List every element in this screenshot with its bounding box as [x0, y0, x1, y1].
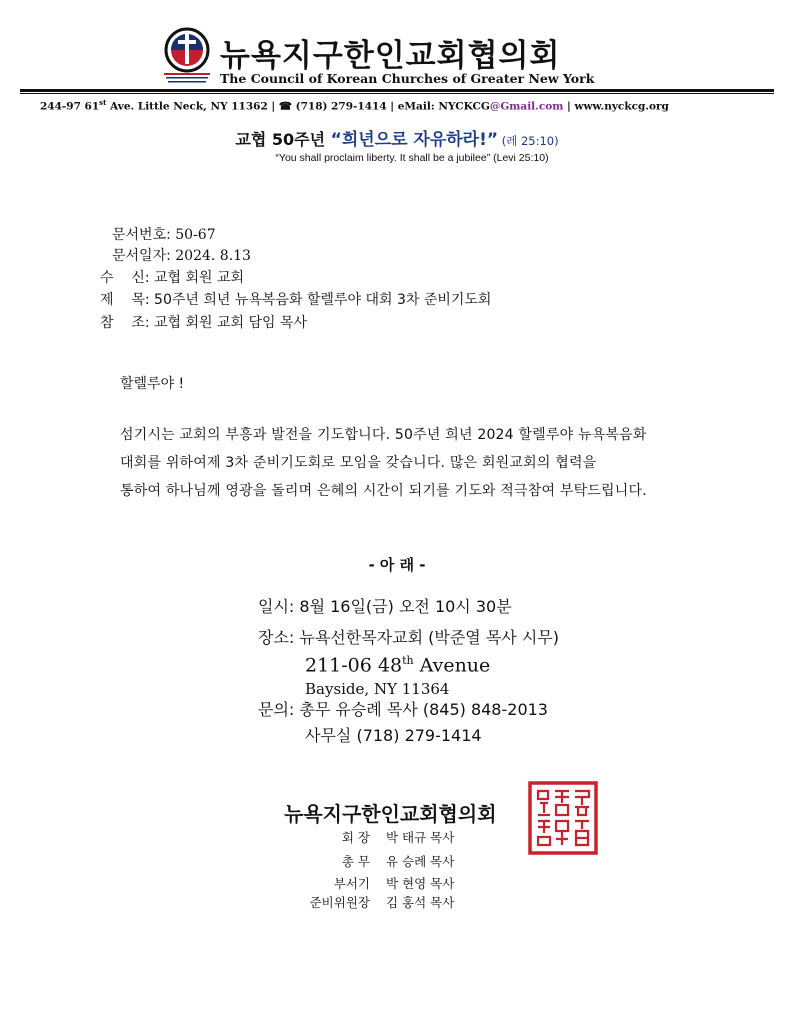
event-date: 일시: 8월 16일(금) 오전 10시 30분 [258, 597, 512, 616]
event-address [305, 654, 490, 676]
doc-reference [100, 312, 307, 332]
meta-value: 교협 회원 교회 담임 목사 [154, 315, 308, 331]
signature-org: 뉴욕지구한인교회협의회 [284, 802, 497, 826]
contact-email-domain: @Gmail.com [489, 100, 564, 113]
meta-value: 50주년 희년 뉴욕복음화 할렐루야 대회 3차 준비기도회 [154, 292, 492, 308]
officer-role: 준비위원장 [309, 895, 370, 910]
org-title-english: The Council of Korean Churches of Greater New York [220, 71, 595, 86]
meta-label: 문서번호: [112, 227, 176, 243]
meta-label: 문서일자: [112, 248, 176, 264]
org-title-korean: 뉴욕지구한인교회협의회 [220, 38, 561, 74]
address-sup: th [402, 654, 414, 667]
council-logo-icon [160, 26, 214, 88]
officer-role: 부서기 [333, 876, 370, 891]
meta-label: 참 조: [100, 315, 155, 331]
address-pre: 211-06 48 [305, 654, 403, 677]
doc-subject [100, 289, 491, 309]
meta-value: 2024. 8.13 [175, 248, 251, 264]
address-post: Avenue [413, 654, 491, 677]
meta-label: 수 신: [100, 270, 155, 286]
header-rule [20, 89, 774, 92]
event-city: Bayside, NY 11364 [305, 680, 450, 698]
body-paragraph-line: 섬기시는 교회의 부흥과 발전을 기도합니다. 50주년 희년 2024 할렐루야 뉴욕복음화 [120, 427, 647, 443]
doc-date [112, 245, 251, 265]
officer-name: 유 승례 목사 [386, 854, 455, 869]
contact-address-post: Ave. Little Neck, NY 11362 | ☎ (718) 279-1414 | eMail: NYCKCG [106, 100, 490, 113]
official-seal-icon [528, 781, 598, 855]
header-rule-thin [20, 93, 774, 94]
meta-label: 제 목: [100, 292, 155, 308]
officer-name: 박 태규 목사 [386, 830, 455, 845]
meta-value: 교협 회원 교회 [154, 270, 245, 286]
jubilee-title [0, 125, 794, 150]
doc-number [112, 224, 216, 244]
jubilee-prefix: 교협 50주년 [235, 130, 331, 149]
contact-line [40, 98, 669, 113]
details-heading: - 아 래 - [368, 556, 426, 574]
meta-value: 50-67 [175, 227, 216, 243]
contact-website: | www.nyckcg.org [563, 100, 669, 113]
body-paragraph-line: 대회를 위하여제 3차 준비기도회로 모임을 갖습니다. 많은 회원교회의 협력을 [120, 455, 597, 471]
contact-address-sup: st [99, 98, 107, 107]
officer-role: 회 장 [341, 830, 370, 845]
officer-role: 총 무 [341, 854, 370, 869]
body-paragraph-line: 통하여 하나님께 영광을 돌리며 은혜의 시간이 되기를 기도와 적극참여 부탁드립니다. [120, 483, 647, 499]
office-phone: 사무실 (718) 279-1414 [305, 726, 482, 745]
inquiry-contact: 문의: 총무 유승례 목사 (845) 848-2013 [258, 700, 548, 719]
event-place: 장소: 뉴욕선한목자교회 (박준열 목사 시무) [258, 628, 559, 647]
officer-name: 박 현영 목사 [386, 876, 455, 891]
officer-name: 김 홍석 목사 [386, 895, 455, 910]
jubilee-reference: (레 25:10) [498, 134, 559, 148]
doc-recipient [100, 267, 244, 287]
greeting: 할렐루야 ! [120, 376, 185, 392]
jubilee-english: “You shall proclaim liberty. It shall be a jubilee” (Levi 25:10) [275, 152, 549, 164]
contact-address-pre: 244-97 61 [40, 100, 100, 113]
jubilee-quote: “희년으로 자유하라!” [330, 130, 499, 150]
